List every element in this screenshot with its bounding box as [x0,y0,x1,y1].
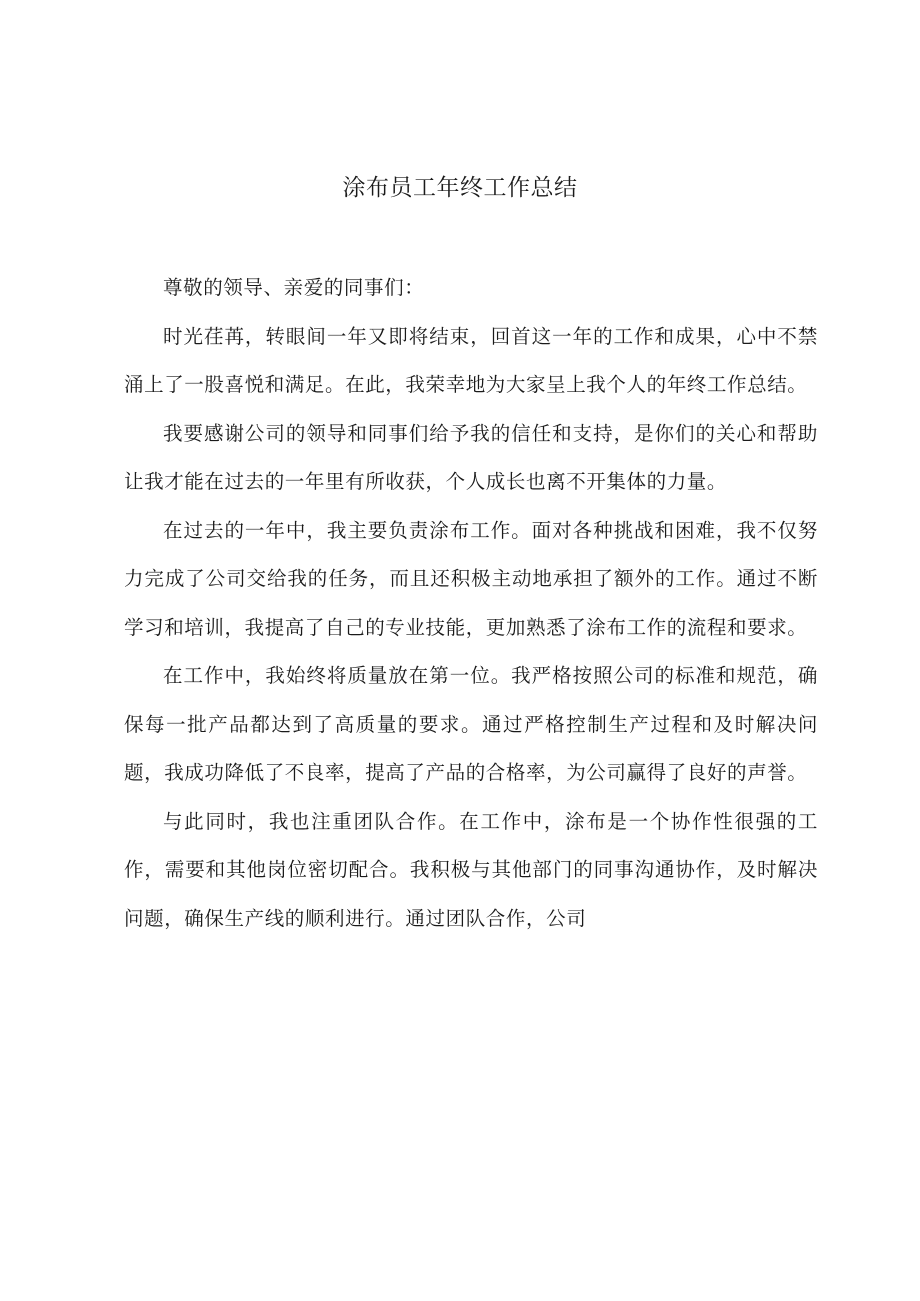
paragraph: 我要感谢公司的领导和同事们给予我的信任和支持，是你们的关心和帮助让我才能在过去的一年里有所收获，个人成长也离不开集体的力量。 [124,421,818,493]
paragraph: 在过去的一年中，我主要负责涂布工作。面对各种挑战和困难，我不仅努力完成了公司交给我的任务，而且还积极主动地承担了额外的工作。通过不断学习和培训，我提高了自己的专业技能，更加熟悉了涂布工作的流程和要求。 [124,518,818,639]
paragraph-salutation: 尊敬的领导、亲爱的同事们： [163,276,425,299]
document-title: 涂布员工年终工作总结 [342,175,578,201]
paragraph: 在工作中，我始终将质量放在第一位。我严格按照公司的标准和规范，确保每一批产品都达到了高质量的要求。通过严格控制生产过程和及时解决问题，我成功降低了不良率，提高了产品的合格率，为公司赢得了良好的声誉。 [124,664,818,784]
document-body [124,264,818,943]
paragraph: 时光荏苒，转眼间一年又即将结束，回首这一年的工作和成果，心中不禁涌上了一股喜悦和满足。在此，我荣幸地为大家呈上我个人的年终工作总结。 [124,324,818,396]
paragraph: 与此同时，我也注重团队合作。在工作中，涂布是一个协作性很强的工作，需要和其他岗位密切配合。我积极与其他部门的同事沟通协作，及时解决问题，确保生产线的顺利进行。通过团队合作，公司 [124,809,818,930]
